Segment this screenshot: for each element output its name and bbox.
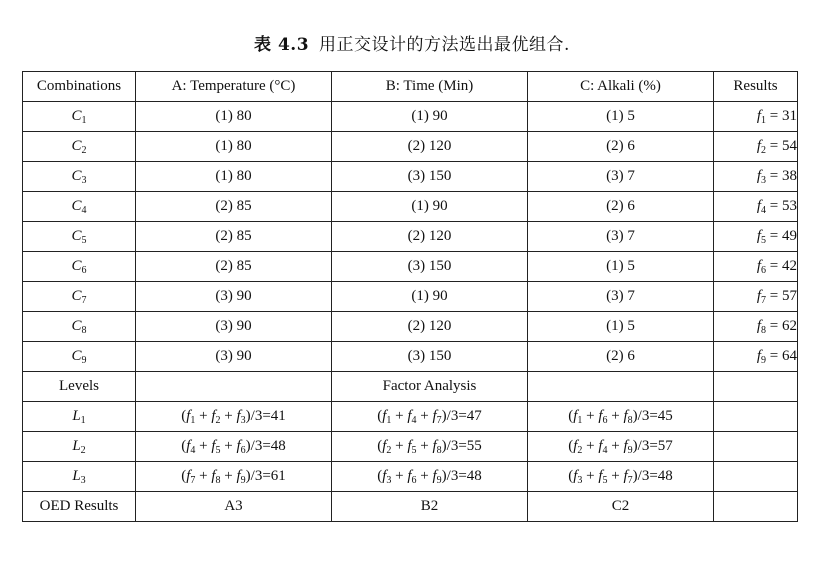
combination-label xyxy=(71,258,86,274)
level-formula-cell xyxy=(332,402,528,432)
combination-cell xyxy=(23,312,136,342)
result-label-var: f xyxy=(756,227,762,244)
temperature-value: (3) 90 xyxy=(215,348,252,364)
result-cell xyxy=(714,222,798,252)
combination-label xyxy=(71,108,86,124)
formula-term: $f_6$ xyxy=(598,407,608,426)
level-label-sub: 1 xyxy=(80,414,86,426)
alkali-cell xyxy=(528,102,714,132)
result-label xyxy=(757,318,766,334)
combination-label-var: C xyxy=(71,347,82,364)
result-cell xyxy=(714,342,798,372)
alkali-cell xyxy=(528,192,714,222)
result-label xyxy=(757,288,766,304)
temperature-value: (2) 85 xyxy=(215,198,252,214)
result-label xyxy=(757,168,766,184)
table-row xyxy=(23,342,798,372)
level-label xyxy=(72,438,85,454)
combination-label-var: C xyxy=(71,107,82,124)
level-formula: $(f_2 + f_5 + f_8)/3=55$ xyxy=(377,437,482,456)
formula-term: $f_6$ xyxy=(236,437,246,456)
level-label-cell xyxy=(23,402,136,432)
table-row xyxy=(23,102,798,132)
combination-label-sub: 8 xyxy=(81,324,87,336)
result-label xyxy=(757,198,766,214)
combination-label-sub: 4 xyxy=(81,204,87,216)
time-cell xyxy=(332,162,528,192)
formula-result: 48 xyxy=(270,437,286,454)
header-results: Results xyxy=(714,72,798,102)
formula-term: $f_9$ xyxy=(623,437,633,456)
formula-term: $f_9$ xyxy=(236,467,246,486)
alkali-cell xyxy=(528,132,714,162)
header-row xyxy=(23,72,798,102)
table-number: 表 4.3 xyxy=(254,35,310,55)
table-row xyxy=(23,162,798,192)
result-label xyxy=(757,108,766,124)
result-value: = 42 xyxy=(766,257,797,274)
formula-result: 57 xyxy=(657,437,673,454)
formula-term: $f_5$ xyxy=(598,467,608,486)
formula-term: $f_5$ xyxy=(211,437,221,456)
combination-label-var: C xyxy=(71,257,82,274)
formula-result: 41 xyxy=(270,407,286,424)
levels-label: Levels xyxy=(23,372,136,402)
oed-result-a: A3 xyxy=(136,492,332,522)
formula-term: $f_3$ xyxy=(382,467,392,486)
combination-cell xyxy=(23,282,136,312)
combination-label-var: C xyxy=(71,287,82,304)
level-formula: $(f_3 + f_6 + f_9)/3=48$ xyxy=(377,467,482,486)
formula-term-sub: 5 xyxy=(215,444,221,456)
level-formula: $(f_2 + f_4 + f_9)/3=57$ xyxy=(568,437,673,456)
combination-label xyxy=(71,348,86,364)
level-label xyxy=(72,468,85,484)
result-value: = 31 xyxy=(766,107,797,124)
oed-result-c: C2 xyxy=(528,492,714,522)
time-cell xyxy=(332,222,528,252)
formula-term-sub: 9 xyxy=(627,444,633,456)
formula-term: $f_3$ xyxy=(236,407,246,426)
formula-term-sub: 4 xyxy=(602,444,608,456)
combination-label-var: C xyxy=(71,227,82,244)
levels-empty-c xyxy=(528,372,714,402)
formula-term-sub: 8 xyxy=(627,414,633,426)
formula-term-sub: 8 xyxy=(215,474,221,486)
combination-cell xyxy=(23,162,136,192)
formula-term: $f_4$ xyxy=(186,437,196,456)
formula-term: $f_7$ xyxy=(432,407,442,426)
temperature-cell xyxy=(136,102,332,132)
level-formula-cell xyxy=(332,462,528,492)
level-formula: $(f_1 + f_2 + f_3)/3=41$ xyxy=(181,407,286,426)
formula-result: 48 xyxy=(466,467,482,484)
level-results-empty xyxy=(714,462,798,492)
formula-term-sub: 2 xyxy=(386,444,392,456)
result-label-var: f xyxy=(756,167,762,184)
result-cell xyxy=(714,162,798,192)
result-value: = 62 xyxy=(766,317,797,334)
time-value: (1) 90 xyxy=(411,108,448,124)
level-row xyxy=(23,402,798,432)
time-cell xyxy=(332,192,528,222)
level-formula: $(f_4 + f_5 + f_6)/3=48$ xyxy=(181,437,286,456)
level-formula-cell xyxy=(136,432,332,462)
temperature-cell xyxy=(136,252,332,282)
temperature-value: (3) 90 xyxy=(215,288,252,304)
combination-label-sub: 6 xyxy=(81,264,87,276)
levels-empty-results xyxy=(714,372,798,402)
combination-cell xyxy=(23,342,136,372)
table-row xyxy=(23,222,798,252)
combination-label xyxy=(71,138,86,154)
formula-term: $f_8$ xyxy=(432,437,442,456)
time-cell xyxy=(332,312,528,342)
combination-label-var: C xyxy=(71,317,82,334)
temperature-value: (2) 85 xyxy=(215,258,252,274)
formula-term: $f_8$ xyxy=(623,407,633,426)
formula-term-sub: 4 xyxy=(411,414,417,426)
result-label-var: f xyxy=(756,257,762,274)
formula-term: $f_1$ xyxy=(186,407,196,426)
combination-label xyxy=(71,288,86,304)
levels-header-row xyxy=(23,372,798,402)
combination-label-var: C xyxy=(71,167,82,184)
level-formula-cell xyxy=(528,462,714,492)
formula-term-sub: 2 xyxy=(577,444,583,456)
result-value: = 49 xyxy=(766,227,797,244)
formula-term-sub: 3 xyxy=(386,474,392,486)
combination-label-sub: 5 xyxy=(81,234,87,246)
header-time: B: Time (Min) xyxy=(332,72,528,102)
temperature-value: (1) 80 xyxy=(215,108,252,124)
temperature-value: (2) 85 xyxy=(215,228,252,244)
levels-empty-a xyxy=(136,372,332,402)
level-label-var: L xyxy=(72,437,81,454)
result-label-sub: 5 xyxy=(761,234,767,246)
level-label-cell xyxy=(23,432,136,462)
result-cell xyxy=(714,312,798,342)
formula-term-sub: 7 xyxy=(190,474,196,486)
formula-term-sub: 1 xyxy=(190,414,196,426)
level-label-sub: 3 xyxy=(80,474,86,486)
oed-results-row xyxy=(23,492,798,522)
formula-result: 45 xyxy=(657,407,673,424)
alkali-value: (1) 5 xyxy=(606,318,635,334)
result-label-var: f xyxy=(756,197,762,214)
level-label-var: L xyxy=(72,467,81,484)
combination-label-sub: 2 xyxy=(81,144,87,156)
level-row xyxy=(23,462,798,492)
time-value: (3) 150 xyxy=(407,258,452,274)
level-formula-cell xyxy=(136,462,332,492)
combination-label xyxy=(71,198,86,214)
table-row xyxy=(23,282,798,312)
result-label-var: f xyxy=(756,347,762,364)
level-label-sub: 2 xyxy=(80,444,86,456)
time-value: (2) 120 xyxy=(407,318,452,334)
level-results-empty xyxy=(714,432,798,462)
time-cell xyxy=(332,342,528,372)
formula-term: $f_2$ xyxy=(382,437,392,456)
table-caption xyxy=(0,30,824,55)
level-label xyxy=(72,408,85,424)
result-cell xyxy=(714,192,798,222)
result-cell xyxy=(714,282,798,312)
table-row xyxy=(23,312,798,342)
level-row xyxy=(23,432,798,462)
level-formula: $(f_1 + f_6 + f_8)/3=45$ xyxy=(568,407,673,426)
temperature-value: (1) 80 xyxy=(215,168,252,184)
alkali-value: (2) 6 xyxy=(606,138,635,154)
temperature-cell xyxy=(136,222,332,252)
combination-label-sub: 1 xyxy=(81,114,87,126)
result-label-sub: 1 xyxy=(761,114,767,126)
time-value: (3) 150 xyxy=(407,348,452,364)
result-label-sub: 3 xyxy=(761,174,767,186)
temperature-cell xyxy=(136,342,332,372)
time-cell xyxy=(332,102,528,132)
temperature-cell xyxy=(136,312,332,342)
formula-term-sub: 3 xyxy=(577,474,583,486)
oed-result-b: B2 xyxy=(332,492,528,522)
alkali-value: (1) 5 xyxy=(606,258,635,274)
formula-term: $f_1$ xyxy=(573,407,583,426)
formula-term-sub: 6 xyxy=(602,414,608,426)
time-value: (2) 120 xyxy=(407,228,452,244)
result-label-sub: 7 xyxy=(761,294,767,306)
formula-term: $f_7$ xyxy=(186,467,196,486)
result-label-var: f xyxy=(756,317,762,334)
level-label-cell xyxy=(23,462,136,492)
combination-cell xyxy=(23,132,136,162)
formula-term-sub: 6 xyxy=(240,444,246,456)
formula-term-sub: 7 xyxy=(627,474,633,486)
header-combinations: Combinations xyxy=(23,72,136,102)
time-value: (2) 120 xyxy=(407,138,452,154)
level-label-var: L xyxy=(72,407,81,424)
combination-label-sub: 7 xyxy=(81,294,87,306)
formula-term-sub: 1 xyxy=(577,414,583,426)
table-row xyxy=(23,192,798,222)
temperature-cell xyxy=(136,132,332,162)
formula-result: 61 xyxy=(270,467,286,484)
result-label-sub: 9 xyxy=(761,354,767,366)
time-value: (1) 90 xyxy=(411,288,448,304)
formula-term-sub: 7 xyxy=(436,414,442,426)
level-formula-cell xyxy=(136,402,332,432)
combination-label xyxy=(71,228,86,244)
temperature-cell xyxy=(136,282,332,312)
table-row xyxy=(23,252,798,282)
formula-result: 48 xyxy=(657,467,673,484)
oed-results-label: OED Results xyxy=(23,492,136,522)
formula-term: $f_1$ xyxy=(382,407,392,426)
formula-term-sub: 2 xyxy=(215,414,221,426)
formula-term: $f_3$ xyxy=(573,467,583,486)
result-label-sub: 2 xyxy=(761,144,767,156)
alkali-value: (2) 6 xyxy=(606,198,635,214)
level-formula-cell xyxy=(332,432,528,462)
temperature-cell xyxy=(136,162,332,192)
result-label-var: f xyxy=(756,107,762,124)
combination-label-sub: 9 xyxy=(81,354,87,366)
result-cell xyxy=(714,132,798,162)
alkali-value: (1) 5 xyxy=(606,108,635,124)
alkali-cell xyxy=(528,312,714,342)
formula-term: $f_8$ xyxy=(211,467,221,486)
result-value: = 57 xyxy=(766,287,797,304)
oed-result-empty xyxy=(714,492,798,522)
temperature-value: (3) 90 xyxy=(215,318,252,334)
temperature-cell xyxy=(136,192,332,222)
result-label xyxy=(757,138,766,154)
factor-analysis-label: Factor Analysis xyxy=(332,372,528,402)
formula-term: $f_4$ xyxy=(598,437,608,456)
time-cell xyxy=(332,252,528,282)
result-value: = 53 xyxy=(766,197,797,214)
alkali-value: (3) 7 xyxy=(606,168,635,184)
formula-term-sub: 5 xyxy=(602,474,608,486)
oed-table xyxy=(22,71,798,522)
alkali-value: (3) 7 xyxy=(606,228,635,244)
result-label-var: f xyxy=(756,137,762,154)
time-value: (1) 90 xyxy=(411,198,448,214)
formula-term-sub: 9 xyxy=(436,474,442,486)
result-value: = 64 xyxy=(766,347,797,364)
formula-term-sub: 8 xyxy=(436,444,442,456)
time-cell xyxy=(332,132,528,162)
combination-cell xyxy=(23,102,136,132)
level-formula-cell xyxy=(528,432,714,462)
result-label-sub: 8 xyxy=(761,324,767,336)
level-formula-cell xyxy=(528,402,714,432)
formula-term: $f_2$ xyxy=(211,407,221,426)
time-cell xyxy=(332,282,528,312)
formula-term-sub: 5 xyxy=(411,444,417,456)
level-formula: $(f_3 + f_5 + f_7)/3=48$ xyxy=(568,467,673,486)
result-value: = 54 xyxy=(766,137,797,154)
result-cell xyxy=(714,252,798,282)
table-row xyxy=(23,132,798,162)
result-label-sub: 4 xyxy=(761,204,767,216)
formula-term: $f_2$ xyxy=(573,437,583,456)
header-alkali: C: Alkali (%) xyxy=(528,72,714,102)
alkali-cell xyxy=(528,162,714,192)
formula-term: $f_4$ xyxy=(407,407,417,426)
formula-result: 47 xyxy=(466,407,482,424)
result-label xyxy=(757,258,766,274)
alkali-cell xyxy=(528,282,714,312)
header-temperature: A: Temperature (°C) xyxy=(136,72,332,102)
combination-label-sub: 3 xyxy=(81,174,87,186)
combination-label xyxy=(71,168,86,184)
alkali-value: (2) 6 xyxy=(606,348,635,364)
combination-label-var: C xyxy=(71,137,82,154)
formula-term-sub: 3 xyxy=(240,414,246,426)
result-label xyxy=(757,348,766,364)
combination-cell xyxy=(23,252,136,282)
alkali-cell xyxy=(528,342,714,372)
result-cell xyxy=(714,102,798,132)
combination-cell xyxy=(23,222,136,252)
result-label xyxy=(757,228,766,244)
alkali-cell xyxy=(528,222,714,252)
alkali-cell xyxy=(528,252,714,282)
combination-cell xyxy=(23,192,136,222)
formula-term-sub: 4 xyxy=(190,444,196,456)
level-formula: $(f_1 + f_4 + f_7)/3=47$ xyxy=(377,407,482,426)
alkali-value: (3) 7 xyxy=(606,288,635,304)
formula-term: $f_5$ xyxy=(407,437,417,456)
formula-term: $f_7$ xyxy=(623,467,633,486)
result-label-sub: 6 xyxy=(761,264,767,276)
time-value: (3) 150 xyxy=(407,168,452,184)
formula-result: 55 xyxy=(466,437,482,454)
formula-term: $f_6$ xyxy=(407,467,417,486)
formula-term-sub: 1 xyxy=(386,414,392,426)
combination-label xyxy=(71,318,86,334)
combination-label-var: C xyxy=(71,197,82,214)
level-results-empty xyxy=(714,402,798,432)
formula-term-sub: 9 xyxy=(240,474,246,486)
formula-term: $f_9$ xyxy=(432,467,442,486)
result-label-var: f xyxy=(756,287,762,304)
table-title: 用正交设计的方法选出最优组合. xyxy=(319,35,570,55)
formula-term-sub: 6 xyxy=(411,474,417,486)
result-value: = 38 xyxy=(766,167,797,184)
level-formula: $(f_7 + f_8 + f_9)/3=61$ xyxy=(181,467,286,486)
temperature-value: (1) 80 xyxy=(215,138,252,154)
